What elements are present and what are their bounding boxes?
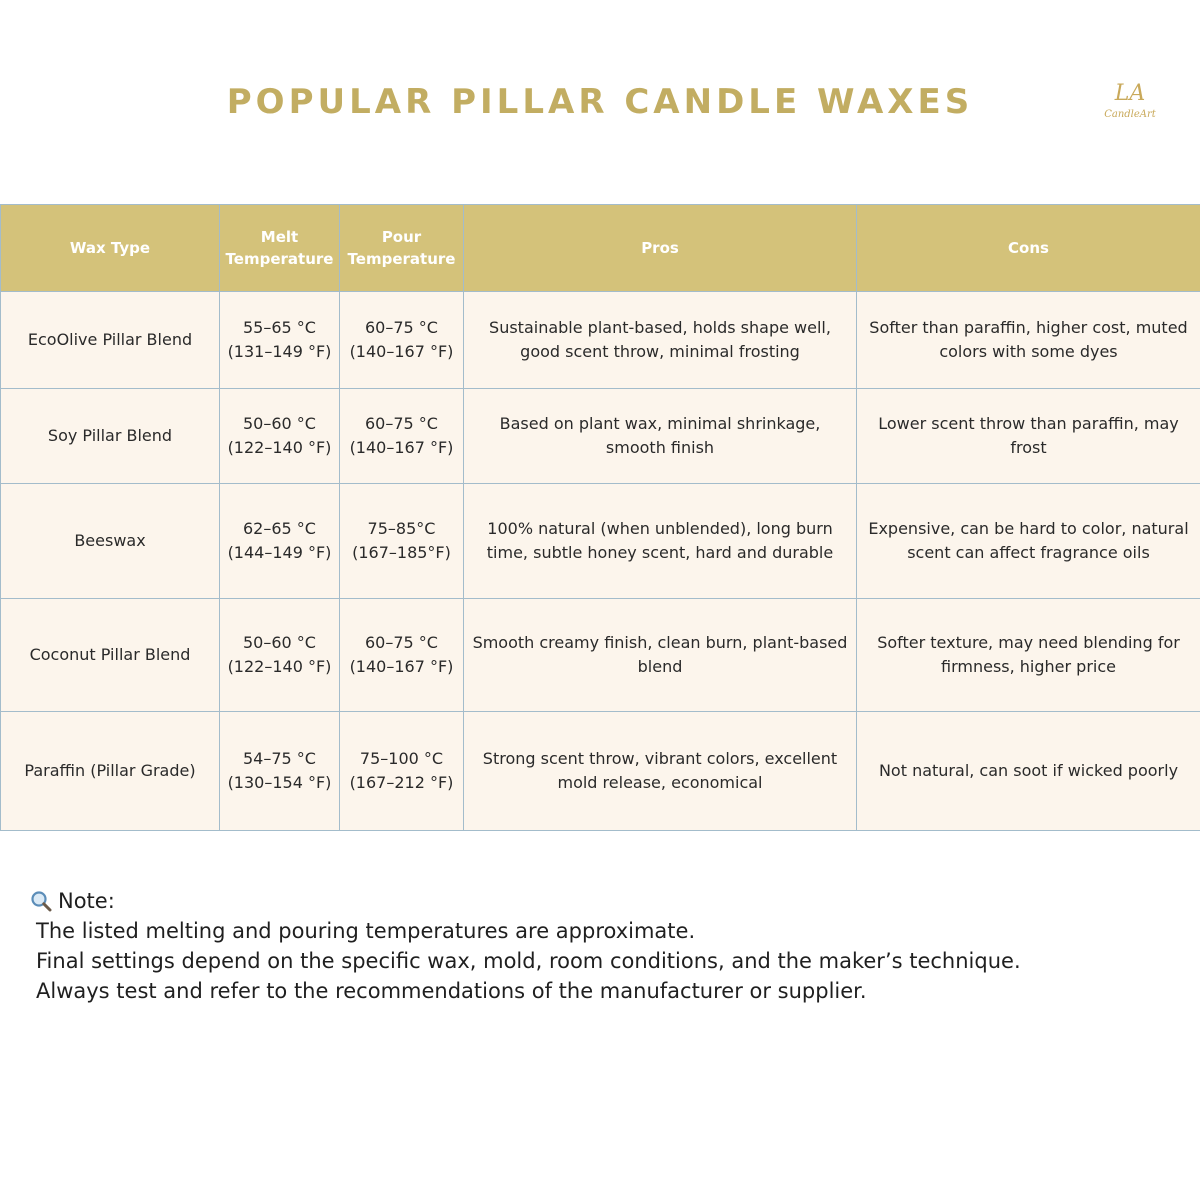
cell-pros: Based on plant wax, minimal shrinkage, smooth finish xyxy=(464,389,857,484)
cell-melt: 50–60 °C (122–140 °F) xyxy=(220,389,340,484)
header-melt-temperature: Melt Temperature xyxy=(220,205,340,292)
cell-melt: 55–65 °C (131–149 °F) xyxy=(220,292,340,389)
header-pour-temperature: Pour Temperature xyxy=(340,205,464,292)
note-line: The listed melting and pouring temperatures are approximate. xyxy=(36,919,696,943)
note-line: Always test and refer to the recommendations of the manufacturer or supplier. xyxy=(36,979,867,1003)
cell-pros: Sustainable plant-based, holds shape well, good scent throw, minimal frosting xyxy=(464,292,857,389)
header-cons: Cons xyxy=(857,205,1200,292)
logo-monogram: LA xyxy=(1114,81,1146,106)
table-row xyxy=(1,484,1200,599)
cell-pros: Strong scent throw, vibrant colors, excellent mold release, economical xyxy=(464,712,857,831)
page-title: POPULAR PILLAR CANDLE WAXES xyxy=(226,82,974,122)
table-row xyxy=(1,292,1200,389)
cell-pros: Smooth creamy finish, clean burn, plant-based blend xyxy=(464,599,857,712)
logo-wordmark: CandleArt xyxy=(1104,109,1156,120)
cell-melt: 54–75 °C (130–154 °F) xyxy=(220,712,340,831)
cell-cons: Softer texture, may need blending for firmness, higher price xyxy=(857,599,1200,712)
cell-pour: 60–75 °C (140–167 °F) xyxy=(340,599,464,712)
table-row xyxy=(1,599,1200,712)
header-wax-type: Wax Type xyxy=(1,205,220,292)
cell-pour: 60–75 °C (140–167 °F) xyxy=(340,389,464,484)
wax-comparison-table xyxy=(0,204,1200,831)
note-line: Final settings depend on the specific wax, mold, room conditions, and the maker’s technique. xyxy=(36,949,1021,973)
cell-pour: 75–85°C (167–185°F) xyxy=(340,484,464,599)
table-header-row xyxy=(1,205,1200,292)
cell-pour: 75–100 °C (167–212 °F) xyxy=(340,712,464,831)
cell-wax-type: Paraffin (Pillar Grade) xyxy=(1,712,220,831)
cell-cons: Expensive, can be hard to color, natural scent can affect fragrance oils xyxy=(857,484,1200,599)
brand-logo xyxy=(1100,80,1160,130)
cell-cons: Softer than paraffin, higher cost, muted colors with some dyes xyxy=(857,292,1200,389)
cell-wax-type: Soy Pillar Blend xyxy=(1,389,220,484)
cell-wax-type: EcoOlive Pillar Blend xyxy=(1,292,220,389)
header-pros: Pros xyxy=(464,205,857,292)
note-heading-row xyxy=(30,886,1170,916)
table-row xyxy=(1,712,1200,831)
table-row xyxy=(1,389,1200,484)
cell-cons: Not natural, can soot if wicked poorly xyxy=(857,712,1200,831)
note-heading: Note: xyxy=(58,889,115,913)
cell-cons: Lower scent throw than paraffin, may frost xyxy=(857,389,1200,484)
cell-melt: 62–65 °C (144–149 °F) xyxy=(220,484,340,599)
cell-wax-type: Beeswax xyxy=(1,484,220,599)
note-section xyxy=(30,886,1170,1006)
cell-melt: 50–60 °C (122–140 °F) xyxy=(220,599,340,712)
magnifier-icon xyxy=(30,890,52,912)
cell-pour: 60–75 °C (140–167 °F) xyxy=(340,292,464,389)
cell-pros: 100% natural (when unblended), long burn time, subtle honey scent, hard and durable xyxy=(464,484,857,599)
cell-wax-type: Coconut Pillar Blend xyxy=(1,599,220,712)
